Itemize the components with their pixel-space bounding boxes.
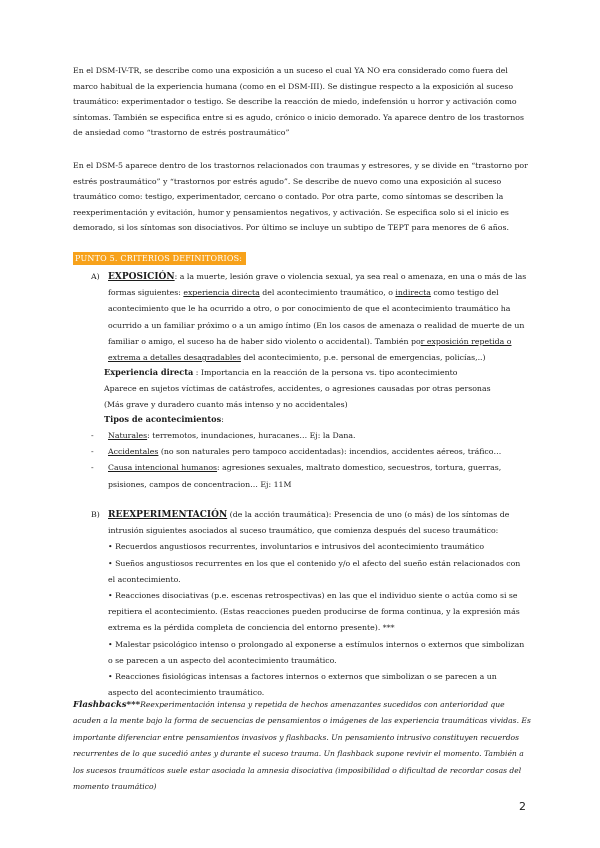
direct-experience-text-1: : Importancia en la reacción de la persona vs. tipo acontecimiento xyxy=(193,368,458,377)
list-item xyxy=(91,460,531,492)
paragraph-dsm-iv: En el DSM-IV-TR, se describe como una exposición a un suceso el cual YA NO era considerado como fuera del marco habitual de la experiencia humana (como en el DSM-III). Se distingue respecto a la exposición al suceso traumático: experimentador o testigo. Se describe la reacción de miedo, indefensión u horror y activación como síntomas. También se especifica entre si es agudo, crónico o inicio demorado. Ya aparece dentro de los trastornos de ansiedad como “trastorno de estrés postraumático” xyxy=(73,66,524,137)
paragraph-dsm-5: En el DSM-5 aparece dentro de los trastornos relacionados con traumas y estresores, y se divide en “trastorno por estrés postraumático” y “trastornos por estrés agudo”. Se describe de nuevo como una exposición al suceso traumático como: testigo, experimentador, cercano o contado. Por otra parte, como síntomas se describen la reexperimentación y evitación, humor y pensamientos negativos, y activación. Se especifica solo si el inicio es demorado, si los síntomas son disociativos. Por último se incluye un subtipo de TEPT para menores de 6 años. xyxy=(73,161,528,232)
bullet-item: • Sueños angustiosos recurrentes en los que el contenido y/o el afecto del sueño están relacionados con el acontecimiento. xyxy=(108,558,521,584)
criterion-a-text-4: del acontecimiento, p.e. personal de emergencias, policías,..) xyxy=(240,353,486,363)
criterion-a-text-1: : a la muerte, lesión grave o violencia sexual, ya sea real o amenaza, en una o más de las formas siguientes: xyxy=(108,272,527,298)
direct-experience-label: Experiencia directa xyxy=(104,367,194,377)
criterion-a-text-2: del acontecimiento traumático, o xyxy=(259,288,396,298)
criterion-a-repeated: r exposición repetida o extrema a detalles desagradables xyxy=(108,336,512,363)
criterion-a-marker: A) xyxy=(91,272,100,281)
criterion-a-direct: experiencia directa xyxy=(183,288,260,298)
type-label: Accidentales xyxy=(108,447,159,457)
type-text: : terremotos, inundaciones, huracanes… Ej: la Dana. xyxy=(147,431,356,440)
flashbacks-label: Flashbacks*** xyxy=(73,700,141,710)
criterion-b-title: REEXPERIMENTACIÓN xyxy=(108,510,228,520)
section-banner: PUNTO 5. CRITERIOS DEFINITORIOS: xyxy=(73,252,246,265)
types-heading xyxy=(104,411,524,428)
flashbacks-note xyxy=(73,697,531,795)
type-text: (no son naturales pero tampoco accidentadas): incendios, accidentes aéreos, tráfico… xyxy=(158,447,502,457)
criterion-a-title: EXPOSICIÓN xyxy=(108,272,175,282)
type-label: Causa intencional humanos xyxy=(108,463,218,473)
types-colon: : xyxy=(221,415,224,424)
list-item xyxy=(91,428,531,444)
type-text: : agresiones sexuales, maltrato domestico, secuestros, tortura, guerras, psisiones, campos de concentracion… Ej: 11M xyxy=(108,463,502,489)
criterion-a-text-3: como testigo del acontecimiento que le ha ocurrido a otro, o por conocimiento de que el acontecimiento traumático ha ocurrido a un familiar próximo o a un amigo íntimo (En los casos de amenaza o realidad de muerte de un familiar o amigo, el suceso ha de haber sido violento o accidental). También po xyxy=(108,288,525,346)
criterion-b-marker: B) xyxy=(91,510,100,519)
criterion-b xyxy=(91,507,528,701)
bullet-item: • Reacciones fisiológicas intensas a factores internos o externos que simbolizan o se parecen a un aspecto del acontecimiento traumático. xyxy=(108,672,497,698)
direct-experience xyxy=(104,364,504,414)
bullet-item: • Reacciones disociativas (p.e. escenas retrospectivas) en las que el individuo siente o actúa como si se repitiera el acontecimiento. (Estas reacciones pueden producirse de forma continua, y la expresión más extrema es la pérdida completa de conciencia del entorno presente). *** xyxy=(108,591,520,633)
page-number: 2 xyxy=(519,800,526,813)
type-label: Naturales xyxy=(108,431,148,440)
bullet-item: • Malestar psicológico intenso o prolongado al exponerse a estímulos internos o externos que simbolizan o se parecen a un aspecto del acontecimiento traumático. xyxy=(108,639,525,665)
types-list xyxy=(91,428,531,493)
list-dash: - xyxy=(91,447,94,457)
list-dash: - xyxy=(91,463,94,473)
list-item xyxy=(91,444,531,460)
criterion-a-indirect: indirecta xyxy=(395,288,431,298)
flashbacks-text: Reexperimentación intensa y repetida de hechos amenazantes sucedidos con anterioridad que acuden a la mente bajo la forma de secuencias de pensamientos o imágenes de las experiencia traumáticas vividas. Es importante diferenciar entre pensamientos invasivos y flashbacks. Un pensamiento intrusivo constituyen recuerdos recurrentes de lo que sucedió antes y durante el suceso trauma. Un flashback supone revivir el momento. También a los sucesos traumáticos suele estar asociada la amnesia disociativa (imposibilidad o dificultad de recordar cosas del momento traumático) xyxy=(73,700,531,792)
list-dash: - xyxy=(91,431,94,440)
criterion-b-intro: (de la acción traumática): Presencia de uno (o más) de los síntomas de intrusión siguientes asociados al suceso traumático, que comienza después del suceso traumático: xyxy=(108,510,510,536)
bullet-item: • Recuerdos angustiosos recurrentes, involuntarios e intrusivos del acontecimiento traumático xyxy=(108,542,485,552)
types-title: Tipos de acontecimientos xyxy=(104,414,222,424)
direct-experience-text-2: Aparece en sujetos víctimas de catástrofes, accidentes, o agresiones causadas por otras personas (Más grave y duradero cuanto más intenso y no accidentales) xyxy=(104,384,491,410)
criterion-a xyxy=(91,269,528,366)
